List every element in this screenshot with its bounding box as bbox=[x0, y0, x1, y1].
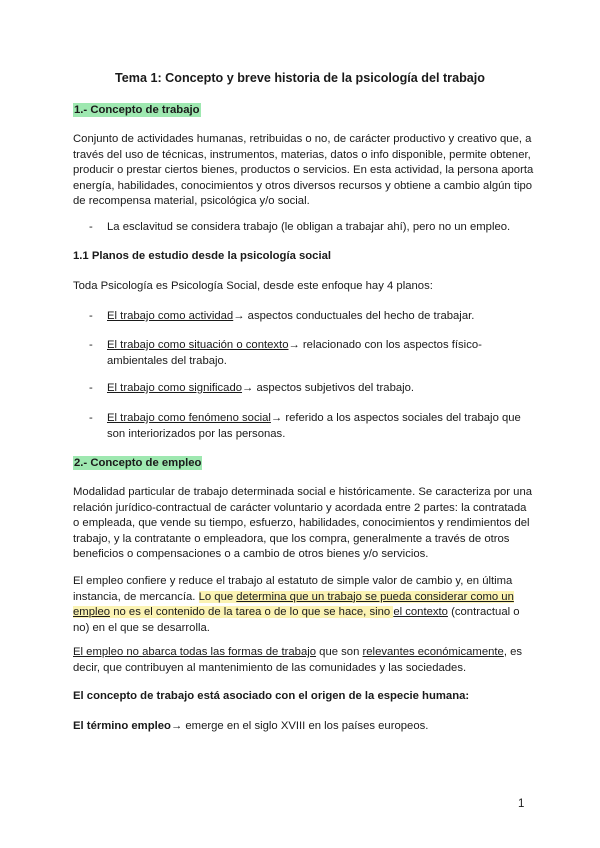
document-title: Tema 1: Concepto y breve historia de la psicología del trabajo bbox=[115, 71, 485, 85]
trabajo-paragraph: Conjunto de actividades humanas, retribuidas o no, de carácter productivo y creativo que, a través del uso de técnicas, instrumentos, materias, datos o info disponible, permite obtener, producir o prestar ciertos bienes, productos o servicios. En esta actividad, la persona aporta energía, habilidades, conocimientos y otros diversos recursos y obtiene a cambio algún tipo de recompensa material, psicológica y/o social. bbox=[73, 133, 534, 207]
section-heading-planos: 1.1 Planos de estudio desde la psicología social bbox=[73, 250, 332, 262]
planos-intro: Toda Psicología es Psicología Social, desde este enfoque hay 4 planos: bbox=[73, 280, 433, 292]
list-item: - El trabajo como fenómeno social→ referido a los aspectos sociales del trabajo que son interiorizados por las personas. bbox=[89, 412, 521, 440]
empleo-paragraph-2: El empleo confiere y reduce el trabajo al estatuto de simple valor de cambio y, en última instancia, de mercancía. Lo que determina que un trabajo se pueda considerar como un empleo no es el contenido de la tarea o de lo que se hace, sino el contexto (contractual o no) en el que se desarrolla. bbox=[73, 575, 520, 634]
empleo-term-line: El término empleo→ emerge en el siglo XVIII en los países europeos. bbox=[73, 720, 429, 732]
empleo-paragraph-3: El empleo no abarca todas las formas de trabajo que son relevantes económicamente, es decir, que contribuyen al mantenimiento de las comunidades y las sociedades. bbox=[73, 646, 523, 674]
list-item: - La esclavitud se considera trabajo (le obligan a trabajar ahí), pero no un empleo. bbox=[89, 221, 511, 233]
heading-highlight: 1.- Concepto de trabajo bbox=[74, 104, 200, 116]
page-number: 1 bbox=[518, 798, 525, 810]
section-heading-empleo bbox=[73, 456, 535, 472]
bold-statement: El concepto de trabajo está asociado con el origen de la especie humana: bbox=[73, 690, 470, 702]
section-heading-trabajo bbox=[73, 103, 535, 119]
list-item: - El trabajo como significado→ aspectos subjetivos del trabajo. bbox=[89, 382, 415, 394]
list-item: - El trabajo como actividad→ aspectos conductuales del hecho de trabajar. bbox=[89, 310, 475, 322]
empleo-paragraph: Modalidad particular de trabajo determinada social e históricamente. Se caracteriza por una relación jurídico-contractual de carácter voluntario y acordada entre 2 partes: la contratada o empleada, que vende su tiempo, esfuerzo, habilidades, conocimientos y rendimientos del trabajo, y la contratante o empleadora, que los compra, generalmente a través de otros beneficios o compensaciones o a cambio de otros bienes y/o servicios. bbox=[73, 486, 533, 560]
list-item: - El trabajo como situación o contexto→ relacionado con los aspectos físico-ambientales del trabajo. bbox=[89, 339, 482, 367]
heading-highlight: 2.- Concepto de empleo bbox=[74, 457, 202, 469]
